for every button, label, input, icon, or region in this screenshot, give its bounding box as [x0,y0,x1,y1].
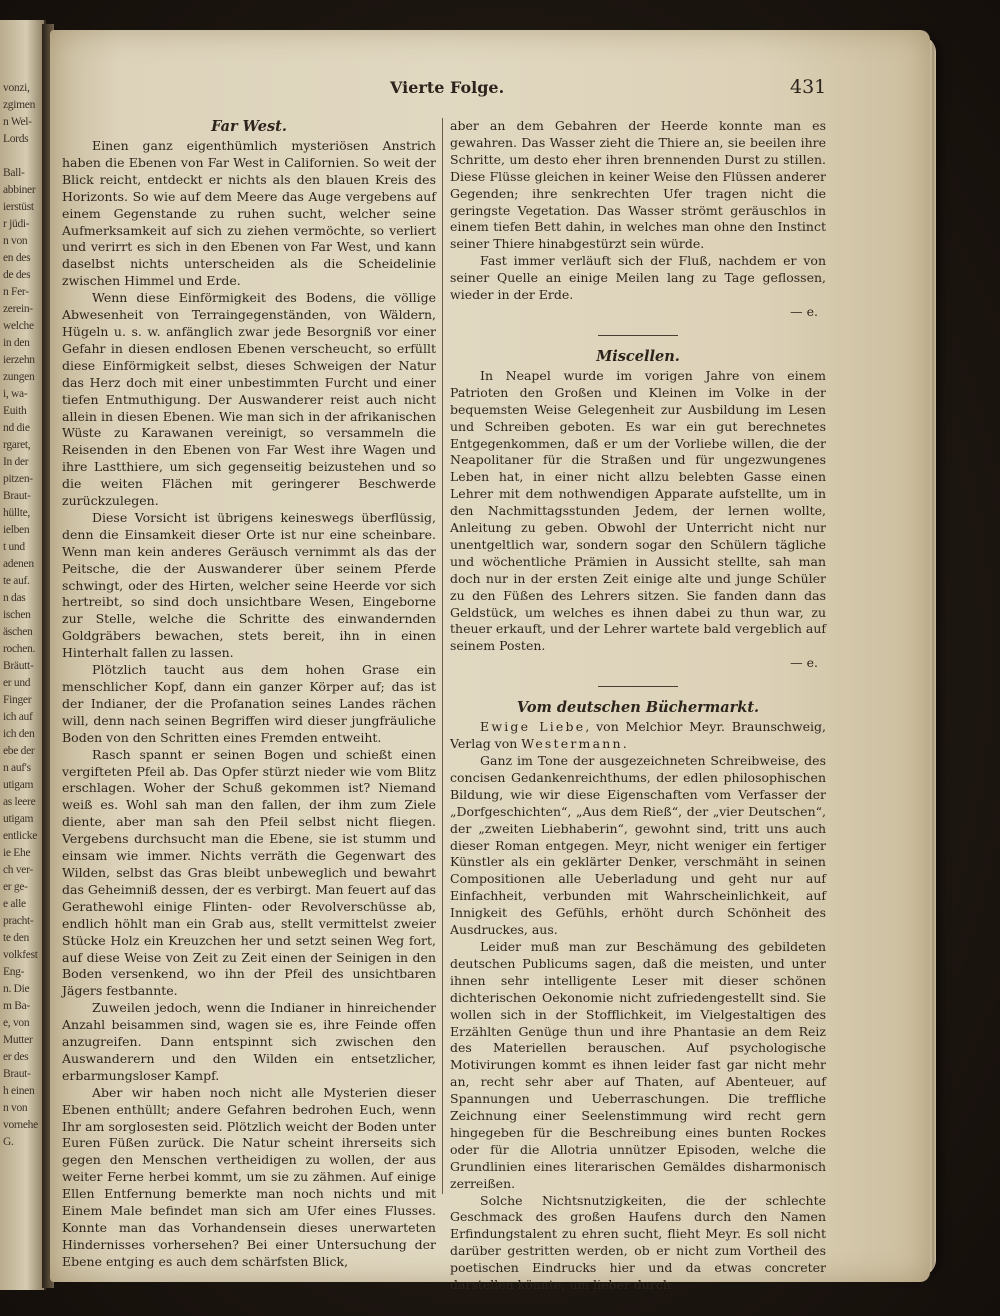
book-meta: , von Melchior Meyr. Braunschweig, Verlag von [450,719,826,752]
book-publisher: Westermann [521,736,623,752]
paragraph: Diese Vorsicht ist übrigens keineswegs überflüssig, denn die Einsamkeit dieser Orte ist nur eine scheinbare. Wenn man kein anderes Geräusch vernimmt als das der Peitsche, die der Auswanderer über seinem Pferde schwingt, oder des Hirten, welcher seine Heerde vor sich hertreibt, so sind doch unsichtbare Wesen, Eingeborne zur Stelle, welche die Schritte des einwandernden Goldgräbers bewachen, stets bereit, ihn in einen Hinterhalt fallen zu lassen. [62,509,436,661]
paragraph: Solche Nichtsnutzigkeiten, die der schlechte Geschmack des großen Haufens durch den Namen Erfindungstalent zu ehren sucht, flieht Meyr. Es soll nicht darüber gestritten werden, ob er nicht zum Vortheil des poetischen Eindrucks hier und da etwas concreter darstellen könnte, um lieber durch [450,1192,826,1293]
running-head: Vierte Folge. [390,78,505,97]
article-signature: — e. [790,303,818,319]
paragraph: Wenn diese Einförmigkeit des Bodens, die völlige Abwesenheit von Terraingegenständen, von Wäldern, Hügeln u. s. w. anfänglich zwar jede Besorgniß vor einer Gefahr in diesen endlosen Ebenen verscheucht, so erfüllt diese Einförmigkeit selbst, dieses Schweigen der Natur das Herz doch mit einer unbestimmten Furcht und einer tiefen Entmuthigung. Der Auswanderer reist auch nicht allein in diesen Ebenen. Wie man sich in der afrikanischen Wüste zu Karawanen vereinigt, so versammeln die Reisenden in den Ebenen von Far West ihre Wagen und ihre Lastthiere, um sich gegenseitig beizustehen und so die weiten Flächen mit geringerer Beschwerde zurückzulegen. [62,290,436,509]
left-column [62,118,436,1269]
book-title: Ewige Liebe [480,719,586,735]
page-number: 431 [790,76,827,98]
right-column [450,118,826,1293]
article-title-miscellen: Miscellen. [596,347,680,365]
paragraph: Ganz im Tone der ausgezeichneten Schreibweise, des concisen Gedankenreichthums, der edlen philosophischen Bildung, wie wir diese Eigenschaften vom Verfasser der „Dorfgeschichten“, „Aus dem Rieß“, der „vier Deutschen“, der „zweiten Liebhaberin“, gewohnt sind, tritt uns auch dieser Roman entgegen. Meyr, nicht weniger ein fertiger Künstler als ein geklärter Denker, verschmäht in seinen Compositionen alle Ueberladung und geht nur auf Einfachheit, verbunden mit Wahrscheinlichkeit, auf Innigkeit des Gefühls, erhöht durch Schönheit des Ausdruckes, aus. [450,753,826,938]
paragraph: Aber wir haben noch nicht alle Mysterien dieser Ebenen enthüllt; andere Gefahren bedrohen Euch, wenn Ihr am sorglosesten seid. Plötzlich weicht der Boden unter Euren Füßen zurück. Die Natur scheint ihrerseits sich gegen den Menschen vertheidigen zu wollen, der aus weiter Ferne herbei kommt, um sie zu zähmen. Auf einige Ellen Entfernung bemerkte man noch nichts und mit Einem Male befindet man sich am Ufer eines Flusses. Konnte man das Vorhandensein dieses unerwarteten Hindernisses vorhersehen? Bei einer Untersuchung der Ebene entging es auch dem schärfsten Blick, [62,1084,436,1269]
buechermarkt-body [450,753,826,1294]
far-west-continuation [450,118,826,304]
section-divider [598,335,678,336]
column-rule [442,118,443,1194]
article-title-buechermarkt: Vom deutschen Büchermarkt. [516,699,760,717]
previous-page-edge [0,20,46,1290]
paragraph: Leider muß man zur Beschämung des gebildeten deutschen Publicums sagen, daß die meisten, und unter ihnen sehr intelligente Leser mit dieser schönen dichterischen Oekonomie nicht zufriedengestellt sind. Sie wollen sich in der Stofflichkeit, im Vielgestaltigen des Erzählten Genüge thun und ihre Phantasie an dem Reiz des Materiellen berauschen. Auf psychologische Motivirungen kommt es ihnen leider fast gar nicht mehr an, recht sehr aber auf Thaten, auf Abenteuer, auf Spannungen und Ueberraschungen. Die treffliche Zeichnung einer Seelenstimmung wird recht gern hingegeben für die Beschreibung eines bunten Rockes oder für die Allotria unnützer Episoden, welche die Grundlinien eines literarischen Gemäldes disharmonisch zerreißen. [450,938,826,1191]
article-signature: — e. [790,655,818,671]
book-citation: Ewige Liebe, von Melchior Meyr. Braunschweig, Verlag von Westermann. [450,719,826,752]
section-divider [598,686,678,687]
paragraph: Einen ganz eigenthümlich mysteriösen Anstrich haben die Ebenen von Far West in Californien. So weit der Blick reicht, entdeckt er nichts als den blauen Kreis des Horizonts. So wie auf dem Meere das Auge vergebens auf einem Gegenstande zu ruhen sucht, welcher seine Aufmerksamkeit auf sich zu ziehen vermöchte, so verliert und verirrt es sich in den Ebenen von Far West, und kann daselbst nichts unterscheiden als die Scheidelinie zwischen Himmel und Erde. [62,138,436,289]
previous-page-text-fragments: vonzi, zgimen n Wel- Lords Ball- abbiner ierstüst r jüdi- n von en des de des n Fer- zerein- welche in den ierzehn zungen i, wa- Euith nd die rgaret, In der pitzen- Braut- hüllte, ielben t und adenen te auf. n das ischen äschen rochen. Bräutt- er und Finger ich auf ich den ebe der n auf's utigam as leere utigam entlicke ie Ehe ch ver- er ge- e alle pracht- te den volkfest Eng- n. Die m Ba- e, von Mutter er des Braut- h einen n von vornehe G. [3,82,38,1148]
article-title-far-west: Far West. [211,118,287,135]
far-west-body [62,138,436,1271]
paragraph: In Neapel wurde im vorigen Jahre von einem Patrioten den Großen und Kleinen im Volke in der bequemsten Weise Gelegenheit zur Ausbildung im Lesen und Schreiben geboten. Es war ein gut berechnetes Entgegenkommen, daß er um der Vorliebe willen, die der Neapolitaner für die Straßen und für ungezwungenes Leben hat, in einer nicht allzu belebten Gasse einen Lehrer mit dem nothwendigen Apparate aufstellte, um in den Nachmittagsstunden Jedem, der lernen wollte, Anleitung zu geben. Obwohl der Unterricht nicht nur unentgeltlich war, sondern sogar den Schülern tägliche und wöchentliche Prämien in Aussicht stellte, sah man doch nur in der ersten Zeit einige alte und junge Schüler zu den Füßen des Lehrers sitzen. Sie fanden dann das Geldstück, um welches es ihnen dabei zu thun war, zu theuer erkauft, und der Lehrer wartete bald vergeblich auf seinem Posten. [450,367,826,654]
paragraph: Fast immer verläuft sich der Fluß, nachdem er von seiner Quelle an einige Meilen lang zu Tage geflossen, wieder in der Erde. [450,253,826,303]
paragraph: aber an dem Gebahren der Heerde konnte man es gewahren. Das Wasser zieht die Thiere an, sie beeilen ihre Schritte, um desto eher ihren brennenden Durst zu stillen. Diese Flüsse gleichen in keiner Weise den Flüssen anderer Gegenden; ihre senkrechten Ufer tragen nicht die geringste Vegetation. Das Wasser strömt geräuschlos in einem tiefen Bett dahin, in welches man ohne den Instinct seiner Thiere hinabgestürzt sein würde. [450,118,826,252]
paragraph: Plötzlich taucht aus dem hohen Grase ein menschlicher Kopf, dann ein ganzer Körper auf; das ist der Indianer, der die Profanation seines Landes rächen will, denn nach seinen Begriffen wird dieser jungfräuliche Boden von den Schritten eines Fremden entweiht. [62,662,436,745]
miscellen-body [450,368,826,655]
paragraph: Zuweilen jedoch, wenn die Indianer in hinreichender Anzahl beisammen sind, wagen sie es, ihre Feinde offen anzugreifen. Dann entspinnt sich zwischen den Auswanderern und den Wilden ein entsetzlicher, erbarmungsloser Kampf. [62,1000,436,1083]
paragraph: Rasch spannt er seinen Bogen und schießt einen vergifteten Pfeil ab. Das Opfer stürzt nieder wie vom Blitz erschlagen. Woher der Schuß gekommen ist? Niemand weiß es. Wohl sah man den fallen, der ihm zum Ziele diente, aber man sah den Pfeil selbst nicht fliegen. Vergebens durchsucht man die Ebene, sie ist stumm und einsam wie immer. Nichts verräth die Gegenwart des Wilden, selbst das Gras bleibt unbeweglich und bewahrt das Geheimniß dessen, der es verbirgt. Man feuert auf das Gerathewohl einige Flinten- oder Revolverschüsse ab, endlich höhlt man ein Grab aus, stellt vermittelst zweier Stücke Holz ein Kreuzchen her und setzt seinen Weg fort, auf diese Weise von Zeit zu Zeit einen der Seinigen in den Boden versenkend, wo ihn der Pfeil des unsichtbaren Jägers festbannte. [62,746,436,999]
